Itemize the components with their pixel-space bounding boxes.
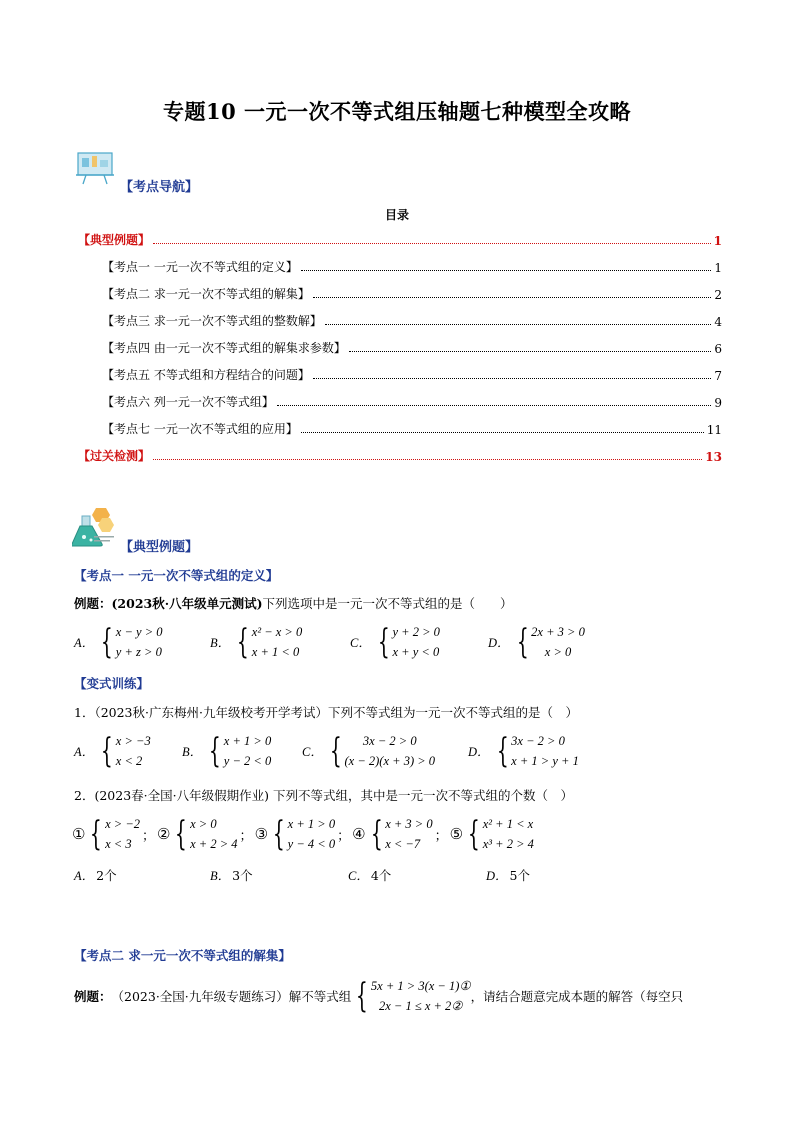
system-line: x² − x > 0 <box>251 625 303 639</box>
toc-label: 【考点四 由一元一次不等式组的解集求参数】 <box>102 341 346 355</box>
system-line: 3x − 2 > 0 <box>511 734 565 748</box>
toc-entry-review[interactable] <box>78 446 722 464</box>
toc-label: 【典型例题】 <box>78 233 151 247</box>
q2-answer-a[interactable] <box>74 866 117 884</box>
inequality-system: { x + 1 > 0 y − 4 < 0 <box>272 814 336 854</box>
q2-systems-row <box>72 814 534 854</box>
toc-leader <box>313 378 712 379</box>
variant-q1-text: 1．（2023秋·广东梅州·九年级校考开学考试）下列不等式组为一元一次不等式组的是（ ） <box>74 705 578 720</box>
toc-leader <box>153 243 711 244</box>
toc-page: 9 <box>714 396 722 410</box>
item-3 <box>255 814 336 854</box>
inequality-system: { y + 2 > 0 x + y < 0 <box>377 622 440 662</box>
toc-label: 【考点一 一元一次不等式组的定义】 <box>102 260 298 274</box>
toc-entry-kd6[interactable] <box>102 392 722 410</box>
kd1-example <box>74 594 513 612</box>
toc-entry-kd3[interactable] <box>102 311 722 329</box>
option-letter: C． <box>348 869 369 883</box>
inequality-system: { 5x + 1 > 3(x − 1)① 2x − 1 ≤ x + 2② <box>356 976 471 1016</box>
option-text: 2个 <box>96 868 117 883</box>
toc-page: 1 <box>714 261 722 275</box>
system-line: 2x − 1 ≤ x + 2② <box>378 999 463 1013</box>
toc-page: 4 <box>714 315 722 329</box>
example-after-text: ，请结合题意完成本题的解答（每空只 <box>470 989 684 1004</box>
option-letter: D． <box>468 745 490 759</box>
example-text: （2023·全国·九年级专题练习）解不等式组 <box>111 989 352 1004</box>
option-letter: B． <box>182 745 203 759</box>
system-line: x + 3 > 0 <box>385 817 433 831</box>
variant-title: 【变式训练】 <box>74 676 150 691</box>
inequality-system: { 2x + 3 > 0 x > 0 <box>516 622 585 662</box>
example-text: 下列选项中是一元一次不等式组的是（ ） <box>262 596 513 611</box>
kd1-title: 【考点一 一元一次不等式组的定义】 <box>74 568 279 583</box>
inequality-system: { x > 0 x + 2 > 4 <box>175 814 238 854</box>
nav-title: 【考点导航】 <box>120 180 199 195</box>
system-line: x < 2 <box>115 754 143 768</box>
system-line: y + 2 > 0 <box>392 625 440 639</box>
toc-label: 【考点五 不等式组和方程结合的问题】 <box>102 368 310 382</box>
page-title: 专题10 一元一次不等式组压轴题七种模型全攻略 <box>162 99 632 124</box>
toc-page: 7 <box>714 369 722 383</box>
option-text: 4个 <box>370 868 392 883</box>
kd1-option-b[interactable] <box>210 622 302 662</box>
toc-leader <box>153 459 702 460</box>
toc-leader <box>277 405 712 406</box>
variant-q2-text: 2．(2023春·全国·八年级假期作业) 下列不等式组，其中是一元一次不等式组的个数（ ） <box>74 788 573 803</box>
toc-entry-kd7[interactable] <box>102 419 722 437</box>
option-letter: A． <box>74 636 95 650</box>
system-line: x² + 1 < x <box>482 817 534 831</box>
item-5 <box>450 814 534 854</box>
item-1 <box>72 814 140 854</box>
toc-label: 【考点六 列一元一次不等式组】 <box>102 395 274 409</box>
example-prefix: 例题： <box>74 596 112 611</box>
system-line: x³ + 2 > 4 <box>482 837 534 851</box>
system-line: x > −2 <box>105 817 141 831</box>
item-number: ⑤ <box>449 825 464 843</box>
toc-page: 6 <box>714 342 722 356</box>
toc-entry-kd2[interactable] <box>102 284 722 302</box>
item-number: ③ <box>254 825 269 843</box>
toc-page: 11 <box>706 423 722 437</box>
kd2-title: 【考点二 求一元一次不等式组的解集】 <box>74 948 291 963</box>
option-letter: B． <box>210 869 231 883</box>
presentation-board-icon <box>74 150 118 186</box>
option-letter: D． <box>486 869 508 883</box>
inequality-system: { x² − x > 0 x + 1 < 0 <box>237 622 303 662</box>
q1-option-b[interactable] <box>182 731 271 771</box>
toc-leader <box>313 297 712 298</box>
toc-leader <box>325 324 712 325</box>
toc-label: 【考点二 求一元一次不等式组的解集】 <box>102 287 310 301</box>
toc-label: 【考点三 求一元一次不等式组的整数解】 <box>102 314 322 328</box>
system-line: (x − 2)(x + 3) > 0 <box>344 754 436 768</box>
system-line: x < 3 <box>105 837 132 851</box>
option-letter: A． <box>74 745 95 759</box>
item-2 <box>157 814 238 854</box>
inequality-system: { x + 1 > 0 y − 2 < 0 <box>209 731 272 771</box>
system-line: x − y > 0 <box>115 625 163 639</box>
toc-page: 1 <box>713 234 722 248</box>
example-prefix: 例题： <box>74 989 112 1004</box>
toc-entry-examples[interactable] <box>78 230 722 248</box>
toc-page: 2 <box>714 288 722 302</box>
inequality-system: { x + 3 > 0 x < −7 <box>370 814 433 854</box>
option-letter: A． <box>74 869 95 883</box>
system-line: x + 1 < 0 <box>251 645 300 659</box>
kd1-option-a[interactable] <box>74 622 163 662</box>
separator: ； <box>337 828 351 844</box>
system-line: x + 1 > 0 <box>287 817 336 831</box>
toc-entry-kd1[interactable] <box>102 257 722 275</box>
system-line: x + 1 > y + 1 <box>511 754 579 768</box>
toc-label: 【过关检测】 <box>78 449 151 463</box>
flask-icon <box>72 506 116 548</box>
q1-option-a[interactable] <box>74 731 151 771</box>
example-source: (2023秋·八年级单元测试) <box>111 596 263 611</box>
inequality-system: { x² + 1 < x x³ + 2 > 4 <box>467 814 534 854</box>
inequality-system: { x > −3 x < 2 <box>101 731 151 771</box>
inequality-system: { x − y > 0 y + z > 0 <box>101 622 163 662</box>
system-line: y − 4 < 0 <box>287 837 336 851</box>
inequality-system: { x > −2 x < 3 <box>90 814 141 854</box>
system-line: x > 0 <box>544 645 572 659</box>
inequality-system: { 3x − 2 > 0 (x − 2)(x + 3) > 0 <box>329 731 436 771</box>
option-letter: D． <box>488 636 510 650</box>
inequality-system: { 3x − 2 > 0 x + 1 > y + 1 <box>496 731 579 771</box>
toc-leader <box>349 351 712 352</box>
q1-option-d[interactable] <box>468 731 579 771</box>
system-line: 2x + 3 > 0 <box>531 625 585 639</box>
kd1-option-c[interactable] <box>350 622 440 662</box>
item-4 <box>352 814 433 854</box>
option-letter: B． <box>210 636 231 650</box>
toc-leader <box>301 270 712 271</box>
separator: ； <box>239 828 253 844</box>
system-line: x + y < 0 <box>392 645 440 659</box>
system-line: x > 0 <box>190 817 217 831</box>
toc-entry-kd4[interactable] <box>102 338 722 356</box>
system-line: x + 1 > 0 <box>223 734 272 748</box>
system-line: 3x − 2 > 0 <box>362 734 417 748</box>
kd1-option-d[interactable] <box>488 622 585 662</box>
option-text: 3个 <box>232 868 253 883</box>
q2-answer-d[interactable] <box>486 866 530 884</box>
system-line: y − 2 < 0 <box>223 754 272 768</box>
q1-option-c[interactable] <box>302 731 435 771</box>
system-line: x < −7 <box>385 837 421 851</box>
item-number: ② <box>157 825 171 843</box>
toc-heading: 目录 <box>384 208 409 222</box>
q2-answer-c[interactable] <box>348 866 391 884</box>
kd2-example <box>74 976 683 1016</box>
option-letter: C． <box>350 636 371 650</box>
system-line: x + 2 > 4 <box>190 837 238 851</box>
q2-answer-b[interactable] <box>210 866 253 884</box>
section-title: 【典型例题】 <box>120 540 199 555</box>
option-text: 5个 <box>509 868 530 883</box>
option-letter: C． <box>302 745 323 759</box>
toc-label: 【考点七 一元一次不等式组的应用】 <box>102 422 298 436</box>
toc-leader <box>301 432 704 433</box>
separator: ； <box>434 828 448 844</box>
toc-page: 13 <box>705 450 722 464</box>
item-number: ④ <box>352 825 366 843</box>
separator: ； <box>142 828 156 844</box>
system-line: y + z > 0 <box>115 645 162 659</box>
system-line: 5x + 1 > 3(x − 1)① <box>370 979 471 993</box>
toc-entry-kd5[interactable] <box>102 365 722 383</box>
item-number: ① <box>72 825 86 843</box>
system-line: x > −3 <box>115 734 151 748</box>
